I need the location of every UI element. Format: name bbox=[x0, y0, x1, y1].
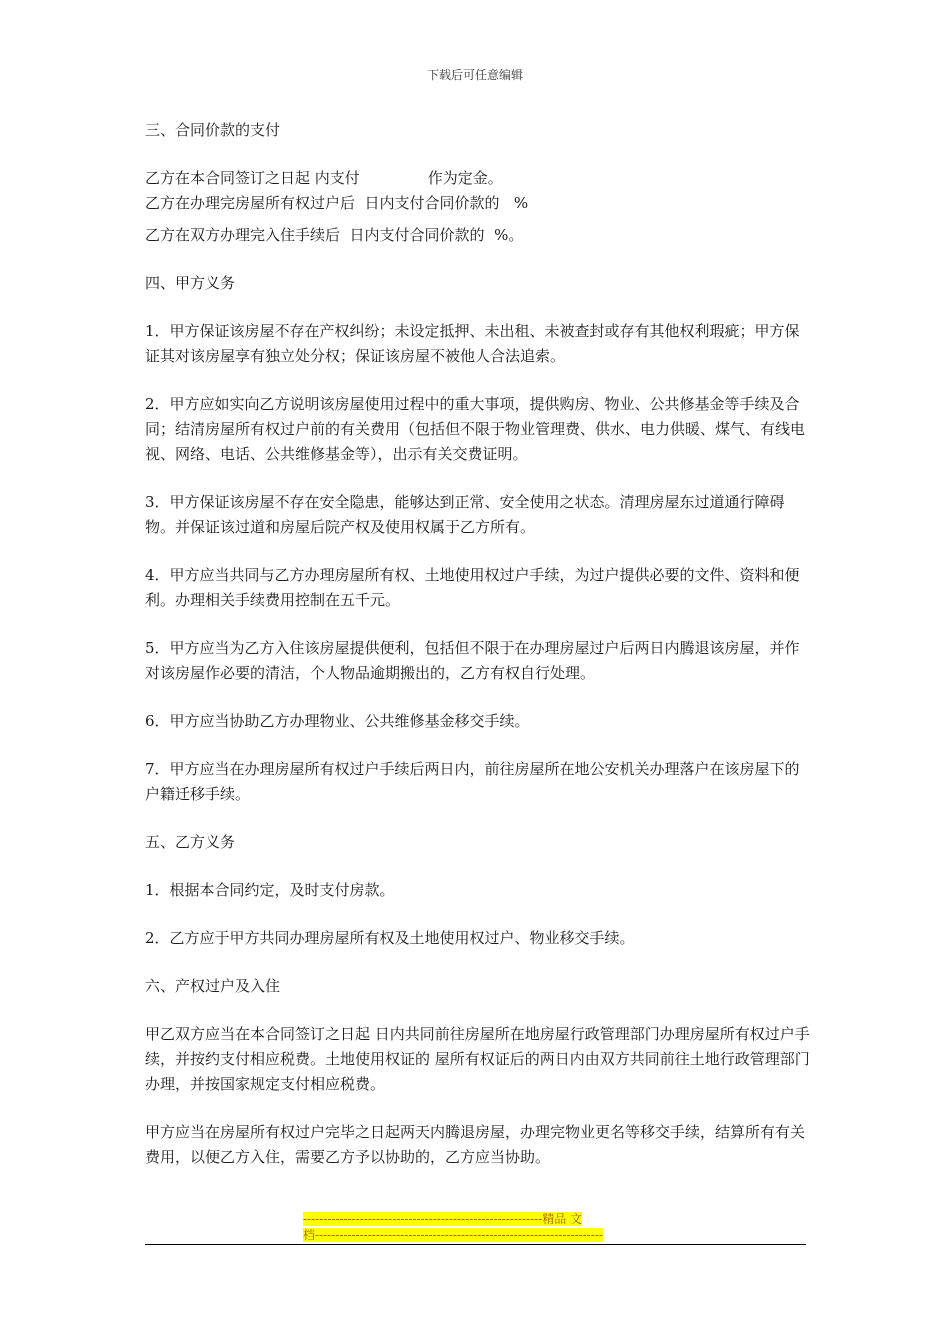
party-a-item: 2．甲方应如实向乙方说明该房屋使用过程中的重大事项，提供购房、物业、公共修基金等手续及合同；结清房屋所有权过户前的有关费用（包括但不限于物业管理费、供水、电力供暖、煤气、有线电视、网络、电话、公共维修基金等），出示有关交费证明。 bbox=[145, 395, 806, 463]
party-a-item: 4．甲方应当共同与乙方办理房屋所有权、土地使用权过户手续，为过户提供必要的文件、资料和便利。办理相关手续费用控制在五千元。 bbox=[145, 566, 800, 609]
party-a-item: 1．甲方保证该房屋不存在产权纠纷；未设定抵押、未出租、未被查封或存有其他权利瑕疵；甲方保证其对该房屋享有独立处分权；保证该房屋不被他人合法追索。 bbox=[145, 322, 800, 365]
party-a-item: 6．甲方应当协助乙方办理物业、公共维修基金移交手续。 bbox=[145, 712, 530, 730]
document-body bbox=[145, 118, 810, 1170]
party-a-item: 5．甲方应当为乙方入住该房屋提供便利，包括但不限于在办理房屋过户后两日内腾退该房屋，并作对该房屋作必要的清洁，个人物品逾期搬出的，乙方有权自行处理。 bbox=[145, 639, 800, 682]
party-b-item: 2．乙方应于甲方共同办理房屋所有权及土地使用权过户、物业移交手续。 bbox=[145, 929, 635, 947]
section-title-party-b: 五、乙方义务 bbox=[145, 833, 236, 851]
payment-line-transfer: 乙方在办理完房屋所有权过户后 日内支付合同价款的 % bbox=[145, 194, 529, 212]
payment-line-checkin: 乙方在双方办理完入住手续后 日内支付合同价款的 %。 bbox=[145, 226, 524, 244]
section-title-transfer: 六、产权过户及入住 bbox=[145, 977, 281, 995]
section-title-payment: 三、合同价款的支付 bbox=[145, 121, 281, 139]
transfer-item: 甲乙双方应当在本合同签订之日起 日内共同前往房屋所在地房屋行政管理部门办理房屋所有权过户手续，并按约支付相应税费。土地使用权证的 屋所有权证后的两日内由双方共同前往土地行政管理部门办理，并按国家规定支付相应税费。 bbox=[145, 1025, 810, 1093]
payment-line-deposit: 乙方在本合同签订之日起 内支付 作为定金。 bbox=[145, 169, 503, 187]
section-title-party-a: 四、甲方义务 bbox=[145, 274, 236, 292]
party-b-item: 1．根据本合同约定，及时支付房款。 bbox=[145, 881, 395, 899]
footer-divider bbox=[145, 1244, 806, 1245]
party-a-item: 3．甲方保证该房屋不存在安全隐患，能够达到正常、安全使用之状态。清理房屋东过道通行障碍物。并保证该过道和房屋后院产权及使用权属于乙方所有。 bbox=[145, 493, 785, 536]
page-header: 下载后可任意编辑 bbox=[426, 68, 523, 82]
footer-line: 档----------------------------------------------------------------------- bbox=[303, 1228, 603, 1242]
transfer-item: 甲方应当在房屋所有权过户完毕之日起两天内腾退房屋，办理完物业更名等移交手续，结算所有有关费用，以便乙方入住，需要乙方予以协助的，乙方应当协助。 bbox=[145, 1123, 806, 1166]
footer-watermark bbox=[303, 1211, 648, 1243]
footer-line: -----------------------------------------------------------精品 文 bbox=[303, 1212, 583, 1226]
party-a-item: 7．甲方应当在办理房屋所有权过户手续后两日内，前往房屋所在地公安机关办理落户在该房屋下的户籍迁移手续。 bbox=[145, 760, 800, 803]
